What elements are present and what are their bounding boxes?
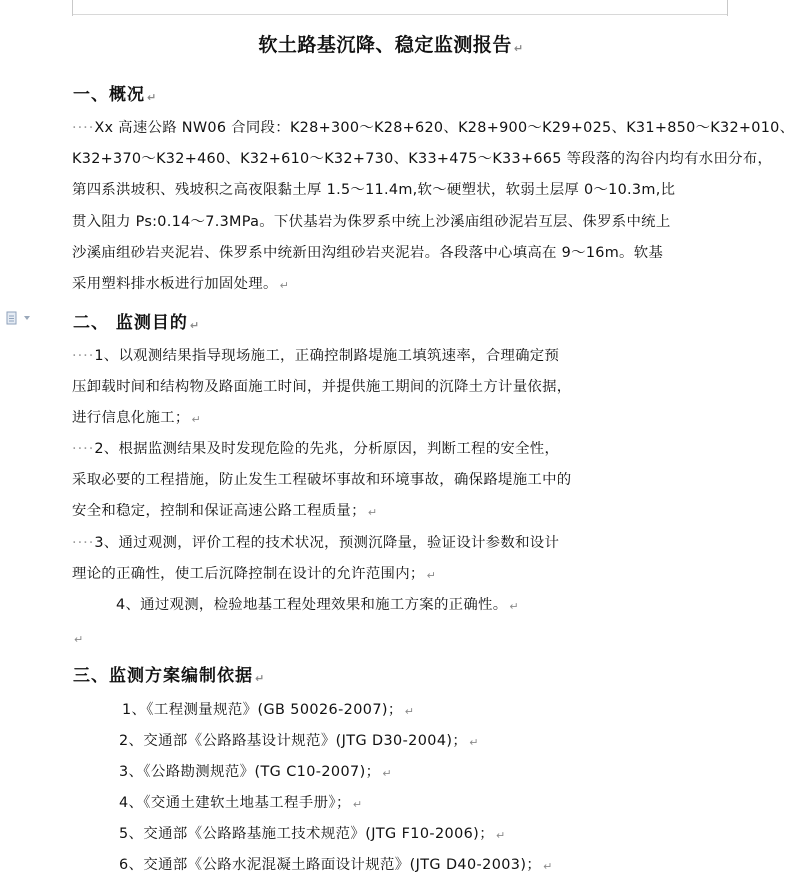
- overview-line: 采用塑料排水板进行加固处理。 ↵: [72, 275, 290, 292]
- reference-item: 6、交通部《公路水泥混凝土路面设计规范》(JTG D40-2003)； ↵: [119, 857, 553, 873]
- purpose-line: 理论的正确性，使工后沉降控制在设计的允许范围内； ↵: [72, 566, 437, 583]
- header-tick-right: [727, 0, 728, 16]
- section-heading-basis: 三、监测方案编制依据 ↵: [73, 666, 266, 686]
- purpose-item-4: [116, 590, 756, 621]
- purpose-line: 4、通过观测，检验地基工程处理效果和施工方案的正确性。 ↵: [116, 597, 519, 613]
- page-title: 软土路基沉降、稳定监测报告 ↵: [258, 34, 524, 56]
- purpose-line: ····1、以观测结果指导现场施工，正确控制路堤施工填筑速率，合理确定预: [72, 348, 560, 364]
- purpose-item-3: [72, 528, 712, 590]
- overview-line: ····Xx 高速公路 NW06 合同段：K28+300～K28+620、K28+900～K29+025、K31+850～K32+010、: [72, 120, 794, 136]
- overview-paragraph: [72, 113, 794, 300]
- overview-line: K32+370～K32+460、K32+610～K32+730、K33+475～K33+665 等段落的沟谷内均有水田分布，: [72, 151, 773, 168]
- overview-line: 第四系洪坡积、残坡积之高夜限黏土厚 1.5～11.4m,软～硬塑状，软弱土层厚 0～10.3m,比: [72, 182, 676, 199]
- overview-line: 贯入阻力 Ps:0.14～7.3MPa。下伏基岩为侏罗系中统上沙溪庙组砂泥岩互层、侏罗系中统上: [72, 213, 671, 230]
- purpose-item-2: [72, 434, 712, 528]
- chevron-down-icon[interactable]: [24, 316, 30, 320]
- section-heading-purpose: 二、 监测目的 ↵: [73, 313, 201, 333]
- reference-item: 4、《交通土建软土地基工程手册》； ↵: [119, 795, 363, 811]
- purpose-line: ····2、根据监测结果及时发现危险的先兆，分析原因，判断工程的安全性，: [72, 441, 560, 457]
- empty-paragraph: ↵: [74, 633, 84, 646]
- purpose-line: 进行信息化施工； ↵: [72, 410, 202, 427]
- reference-item: 5、交通部《公路路基施工技术规范》(JTG F10-2006)； ↵: [119, 826, 506, 842]
- purpose-line: 安全和稳定，控制和保证高速公路工程质量； ↵: [72, 503, 378, 520]
- overview-line: 沙溪庙组砂岩夹泥岩、侏罗系中统新田沟组砂岩夹泥岩。各段落中心填高在 9～16m。软基: [72, 244, 664, 261]
- document-icon[interactable]: [6, 311, 18, 325]
- section-heading-overview: 一、概况 ↵: [73, 85, 158, 105]
- header-rule: [72, 0, 728, 15]
- reference-item: 1、《工程测量规范》(GB 50026-2007)； ↵: [122, 702, 415, 718]
- purpose-item-1: [72, 341, 712, 435]
- header-tick-left: [72, 0, 73, 16]
- reference-item: 3、《公路勘测规范》(TG C10-2007)； ↵: [119, 764, 393, 780]
- reference-item: 2、交通部《公路路基设计规范》(JTG D30-2004)； ↵: [119, 733, 479, 749]
- purpose-line: 采取必要的工程措施，防止发生工程破坏事故和环境事故，确保路堤施工中的: [72, 472, 572, 489]
- purpose-line: ····3、通过观测，评价工程的技术状况，预测沉降量，验证设计参数和设计: [72, 535, 560, 551]
- purpose-line: 压卸载时间和结构物及路面施工时间，并提供施工期间的沉降土方计量依据，: [72, 379, 572, 396]
